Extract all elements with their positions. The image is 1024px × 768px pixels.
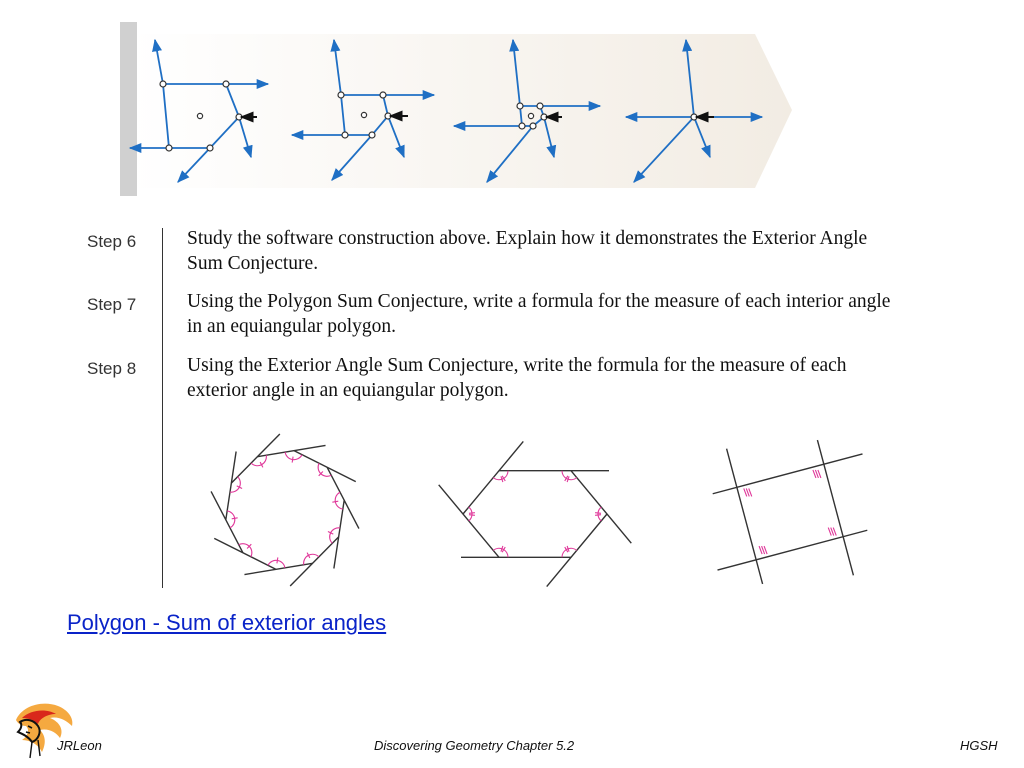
step-8-text: Using the Exterior Angle Sum Conjecture, write the formula for the measure of each exterior angle in an equiangular polygon.	[187, 355, 847, 401]
rectangle-side	[717, 530, 867, 570]
exterior-angle-construction-figure	[120, 20, 800, 200]
angle-mark	[598, 507, 601, 521]
step-8-label: Step 8	[87, 359, 137, 378]
angle-tick	[232, 518, 238, 519]
exterior-angles-link[interactable]: Polygon - Sum of exterior angles	[67, 610, 387, 635]
polygon-side	[214, 538, 276, 569]
step-6-text: Study the software construction above. Explain how it demonstrates the Exterior Angle Sum Conjecture.	[187, 228, 868, 274]
rectangle-side	[817, 440, 853, 575]
angle-mark	[469, 507, 472, 521]
angle-tick	[595, 515, 601, 516]
polygon-side	[571, 471, 631, 544]
decagon-figure	[211, 434, 359, 586]
polygon-side	[294, 451, 356, 482]
footer-title: Discovering Geometry Chapter 5.2	[374, 738, 575, 753]
step-7-label: Step 7	[87, 295, 137, 314]
polygon-side	[334, 500, 344, 568]
rectangle-side	[727, 449, 763, 584]
polygon-side	[290, 537, 339, 586]
footer-author: JRLeon	[57, 738, 102, 753]
angle-tick	[595, 513, 601, 514]
step-7-text: Using the Polygon Sum Conjecture, write a formula for the measure of each interior angle in an equiangular polygon.	[187, 291, 891, 337]
angle-tick	[469, 515, 475, 516]
rectangle-side	[713, 454, 863, 494]
rectangle-figure	[713, 440, 868, 584]
angle-tick	[469, 513, 475, 514]
polygon-side	[211, 491, 243, 552]
equiangular-polygons-figure	[195, 422, 875, 597]
polygon-side	[231, 434, 280, 483]
hexagon-figure	[439, 441, 632, 586]
footer-school: HGSH	[960, 738, 998, 753]
angle-tick	[332, 501, 338, 502]
polygon-side	[327, 467, 359, 528]
banner-left-bar	[120, 22, 137, 196]
step-6-label: Step 6	[87, 232, 137, 251]
angle-tick	[292, 457, 293, 463]
polygon-side	[226, 451, 236, 519]
angle-tick	[277, 557, 278, 563]
lion-head-logo	[8, 696, 78, 766]
step-divider-line	[162, 228, 163, 588]
